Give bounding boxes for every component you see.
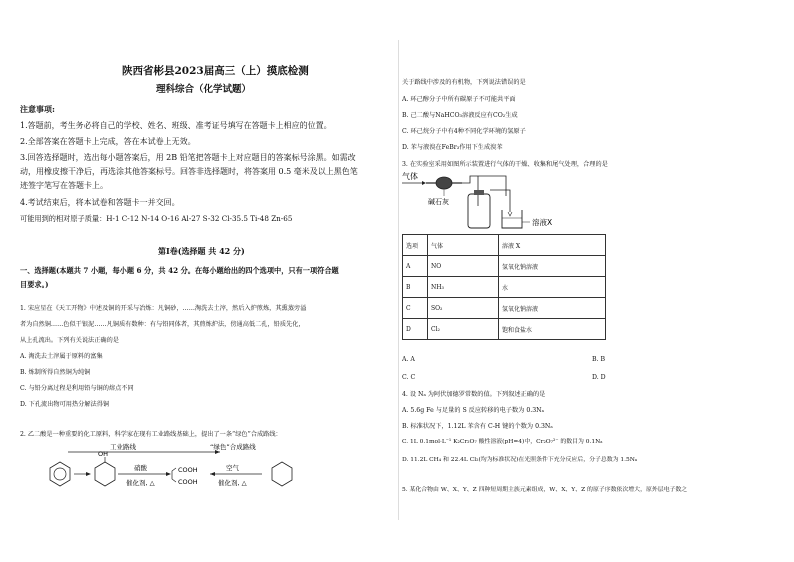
q3-stem: 3. 在实验室采用如图所示装置进行气体的干燥、收集和尾气处理，合理的是 xyxy=(402,161,608,168)
reagent-air: 空气 xyxy=(226,464,239,472)
q1-stem: 从上孔流出。下列有关说法正确的是 xyxy=(20,337,119,344)
table-cell: 氢氧化钠溶液 xyxy=(499,298,606,319)
q2-continued-stem: 关于路线中涉及的有机物，下列说法错误的是 xyxy=(402,79,526,86)
q4-option-a: A. 5.6g Fe 与足量的 S 反应转移的电子数为 0.3Nₐ xyxy=(402,407,544,414)
q2-option-c: C. 环己烷分子中有4种不同化学环境的氢原子 xyxy=(402,128,526,135)
notice-item: 迹签字笔写在答题卡上。 xyxy=(20,181,108,190)
notice-item: 2.全部答案在答题卡上完成，答在本试卷上无效。 xyxy=(20,137,196,146)
cyclohexanol-structure xyxy=(95,450,115,486)
section-instruction: 一、选择题(本题共 7 小题，每小题 6 分，共 42 分。在每小题给出的四个选项中，只有一项符合题 xyxy=(20,266,339,275)
condition-2: 催化剂, △ xyxy=(218,479,247,487)
q3-answer-d: D. D xyxy=(592,374,606,381)
table-cell: SO₂ xyxy=(428,298,499,319)
q1-stem: 1. 宋应星在《天工开物》中述及铜的开采与冶炼：凡铜砂，……淘洗去土滓，然后入炉煎炼，其熏蒸旁溢 xyxy=(20,305,307,312)
table-cell: D xyxy=(403,319,428,340)
q1-option-d: D. 下孔流出物可用热分解法得铜 xyxy=(20,401,110,408)
q5-stem: 5. 某化合物由 W、X、Y、Z 四种短周期主族元素组成，W、X、Y、Z 的原子序数依次增大，原外层电子数之 xyxy=(402,487,688,493)
table-header: 选项 xyxy=(403,235,428,256)
q2-option-a: A. 环己醇分子中所有碳原子不可能共平面 xyxy=(402,96,516,103)
notice-item: 3.回答选择题时，选出每小题答案后，用 2B 铅笔把答题卡上对应题目的答案标号涂黑。如需改 xyxy=(20,153,356,162)
drying-tube xyxy=(426,177,462,189)
table-cell: B xyxy=(403,277,428,298)
table-cell: 饱和食盐水 xyxy=(499,319,606,340)
table-cell: A xyxy=(403,256,428,277)
industrial-route-label: 工业路线 xyxy=(110,443,136,451)
right-column xyxy=(398,0,794,562)
q1-stem: 者为自然铜……色似干银泥……凡铜质有数种：有与铅同体者，其煎炼炉法，傍通高低二孔，铅质先化， xyxy=(20,321,305,328)
gas-apparatus-diagram xyxy=(398,166,568,232)
cooh-bottom: COOH xyxy=(178,478,198,486)
notice-item: 1.答题前，考生务必将自己的学校、姓名、班级、准考证号填写在答题卡上相应的位置。 xyxy=(20,121,332,130)
exam-subtitle: 理科综合（化学试题） xyxy=(156,84,252,95)
table-header-row xyxy=(403,235,606,256)
q2-stem: 2. 乙二酸是一种重要的化工原料，科学家在现有工业路线基础上，提出了一条“绿色”合成路线： xyxy=(20,431,282,438)
green-route-label: “绿色”合成路线 xyxy=(210,443,256,451)
notice-item: 动，用橡皮擦干净后，再选涂其他答案标号。回答非选择题时，将答案用 0.5 毫米及以上黑色笔 xyxy=(20,167,358,176)
q4-stem: 4. 设 Nₐ 为阿伏加德罗常数的值。下列叙述正确的是 xyxy=(402,391,546,398)
oh-label: OH xyxy=(98,450,109,458)
table-cell: NH₃ xyxy=(428,277,499,298)
atomic-mass-line: 可能用到的相对原子质量：H-1 C-12 N-14 O-16 Al-27 S-32 Cl-35.5 Ti-48 Zn-65 xyxy=(20,214,293,223)
exam-title: 陕西省彬县2023届高三（上）摸底检测 xyxy=(122,65,309,77)
notice-item: 4.考试结束后，将本试卷和答题卡一并交回。 xyxy=(20,198,180,207)
soda-lime-label: 碱石灰 xyxy=(428,198,449,206)
q4-option-c: C. 1L 0.1mol·L⁻¹ K₂Cr₂O₇ 酸性溶液(pH=4)中，Cr₂O₇²⁻ 的数目为 0.1Nₐ xyxy=(402,439,603,445)
beaker xyxy=(502,210,522,228)
table-cell: 氢氧化钠溶液 xyxy=(499,256,606,277)
table-cell: C xyxy=(403,298,428,319)
collection-bottle xyxy=(468,190,490,228)
q3-answer-c: C. C xyxy=(402,374,416,381)
synthesis-route-diagram xyxy=(0,440,398,500)
q3-options-table xyxy=(402,234,606,340)
q3-answer-b: B. B xyxy=(592,356,606,363)
section-instruction: 目要求。) xyxy=(20,280,49,289)
gas-label: 气体 xyxy=(402,172,418,181)
section-heading: 第Ⅰ卷(选择题 共 42 分) xyxy=(158,246,245,256)
benzene-structure xyxy=(50,462,70,486)
reagent-nitric-acid: 硝酸 xyxy=(134,464,147,472)
table-cell: NO xyxy=(428,256,499,277)
table-row xyxy=(403,277,606,298)
table-header: 气体 xyxy=(428,235,499,256)
q1-option-c: C. 与铅分离过程是利用铅与铜的熔点不同 xyxy=(20,385,134,392)
table-row xyxy=(403,319,606,340)
notice-heading: 注意事项: xyxy=(20,104,55,114)
q1-option-a: A. 淘洗去土滓属于原料的富集 xyxy=(20,353,103,360)
table-cell: Cl₂ xyxy=(428,319,499,340)
q4-option-d: D. 11.2L CH₄ 和 22.4L Cl₂(均为标准状况)在光照条件下充分反应后，分子总数为 1.5Nₐ xyxy=(402,457,638,463)
q2-option-d: D. 苯与液溴在FeBr₃作用下生成溴苯 xyxy=(402,144,503,151)
q3-answer-a: A. A xyxy=(402,356,415,363)
table-cell: 水 xyxy=(499,277,606,298)
table-row xyxy=(403,256,606,277)
q4-option-b: B. 标准状况下，1.12L 苯含有 C-H 键的个数为 0.3Nₐ xyxy=(402,423,553,430)
q1-option-b: B. 炼制所得自然铜为纯铜 xyxy=(20,369,91,376)
condition-1: 催化剂, △ xyxy=(126,479,155,487)
cooh-top: COOH xyxy=(178,466,198,474)
q2-option-b: B. 己二酸与NaHCO₃溶液反应有CO₂生成 xyxy=(402,112,518,119)
cyclohexane-structure xyxy=(272,462,292,486)
table-row xyxy=(403,298,606,319)
table-header: 溶液 X xyxy=(499,235,606,256)
adipic-acid-structure xyxy=(172,466,198,486)
solution-x-label: 溶液X xyxy=(532,218,553,227)
